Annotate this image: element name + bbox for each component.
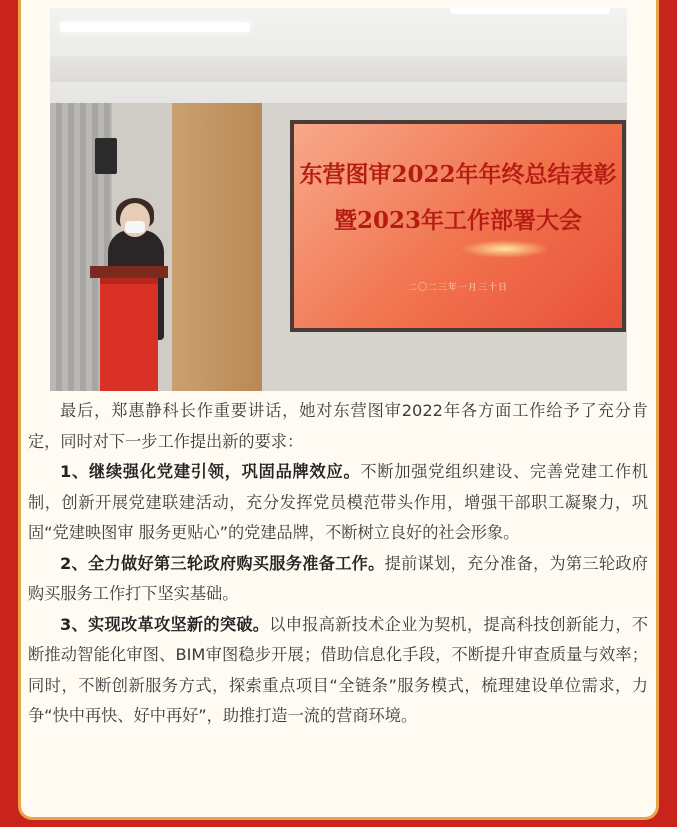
screen-date: 二〇二三年一月三十日 <box>407 283 508 293</box>
point3-body: 以申报高新技术企业为契机，提高科技创新能力，不断推动智能化审图、BIM审图稳步开展；借助信息化手段，不断提升审查质量与效率；同时，不断创新服务方式，探索重点项目“全链条”服务模式，梳理建设单位需求，力争“快中再快、好中再好”，助推打造一流的营商环境。 <box>28 614 649 725</box>
paragraph-intro <box>28 396 648 457</box>
point1-heading: 1、继续强化党建引领，巩固品牌效应。 <box>60 462 361 481</box>
article-body <box>28 396 648 732</box>
paragraph-point2 <box>28 549 648 610</box>
paragraph-point3 <box>28 610 648 732</box>
point2-body: 提前谋划，充分准备，为第三轮政府购买服务工作打下坚实基础。 <box>28 553 648 603</box>
paragraph-point1 <box>28 457 648 549</box>
screen-title-line2: 暨2023年工作部署大会 <box>333 207 582 234</box>
projection-layer <box>50 8 627 391</box>
screen-title-line1: 东营图审2022年年终总结表彰 <box>299 161 617 188</box>
point2-heading: 2、全力做好第三轮政府购买服务准备工作。 <box>60 553 385 573</box>
point3-heading: 3、实现改革攻坚新的突破。 <box>60 614 270 634</box>
projection-glow <box>460 240 550 258</box>
point1-body: 不断加强党组织建设、完善党建工作机制，创新开展党建联建活动，充分发挥党员模范带头作用，增强干部职工凝聚力，巩固“党建映图审 服务更贴心”的党建品牌，不断树立良好的社会形象。 <box>28 462 648 542</box>
intro-text: 最后，郑惠静科长作重要讲话，她对东营图审2022年各方面工作给予了充分肯定，同时对下一步工作提出新的要求： <box>28 401 648 451</box>
